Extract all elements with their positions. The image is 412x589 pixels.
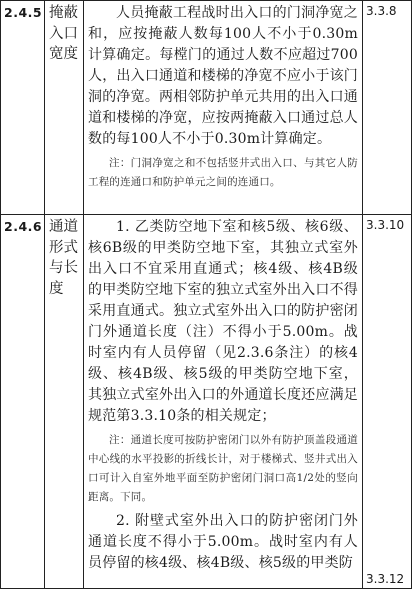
clause-paragraph: 人员掩蔽工程战时出入口的门洞净宽之和，应按掩蔽人数每100人不小于0.30m计算确定。每樘门的通过人数不应超过700人，出入口通道和楼梯的净宽不应小于该门洞的净宽。两相邻防护单元共用的出入口通道和楼梯的净宽，应按两掩蔽入口通过总人数的每100人不小于0.30m计算确定。 — [88, 5, 358, 147]
reference-number: 3.3.12 — [366, 572, 405, 586]
reference-cell — [363, 215, 412, 589]
clause-body — [84, 215, 363, 589]
clause-note: 注：通道长度可按防护密闭门以外有防护顶盖段通道中心线的水平投影的折线长计，对于楼梯式、竖井式出入口可计入自室外地平面至防护密闭门洞口高1/2处的竖向距离。下同。 — [88, 434, 358, 503]
clause-title: 掩蔽入口宽度 — [45, 1, 84, 215]
clause-number: 2.4.6 — [1, 215, 45, 589]
clause-body — [84, 1, 363, 215]
reference-cell — [363, 1, 412, 215]
reference-number: 3.3.10 — [366, 218, 405, 232]
clause-paragraph: 2. 附壁式室外出入口的防护密闭门外通道长度不得小于5.00m。战时室内有人员停留的核4级、核4B级、核5级的甲类防 — [88, 513, 358, 571]
clause-number: 2.4.5 — [1, 1, 45, 215]
table-row — [1, 1, 412, 215]
clause-paragraph: 1. 乙类防空地下室和核5级、核6级、核6B级的甲类防空地下室，其独立式室外出入口不宜采用直通式；核4级、核4B级的甲类防空地下室的独立式室外出入口不得采用直通式。独立式室外出入口的防护密闭门外通道长度（注）不得小于5.00m。战时室内有人员停留（见2.3.6条注）的核4级、核4B级、核5级的甲类防空地下室，其独立式室外出入口的外通道长度还应满足规范第3.3.10条的相关规定； — [88, 219, 358, 424]
reference-number: 3.3.8 — [366, 4, 397, 18]
reference-spacer — [366, 232, 411, 572]
clause-title: 通道形式与长度 — [45, 215, 84, 589]
clause-note: 注：门洞净宽之和不包括竖井式出入口、与其它人防工程的连通口和防护单元之间的连通口。 — [88, 157, 358, 188]
table-row — [1, 215, 412, 589]
